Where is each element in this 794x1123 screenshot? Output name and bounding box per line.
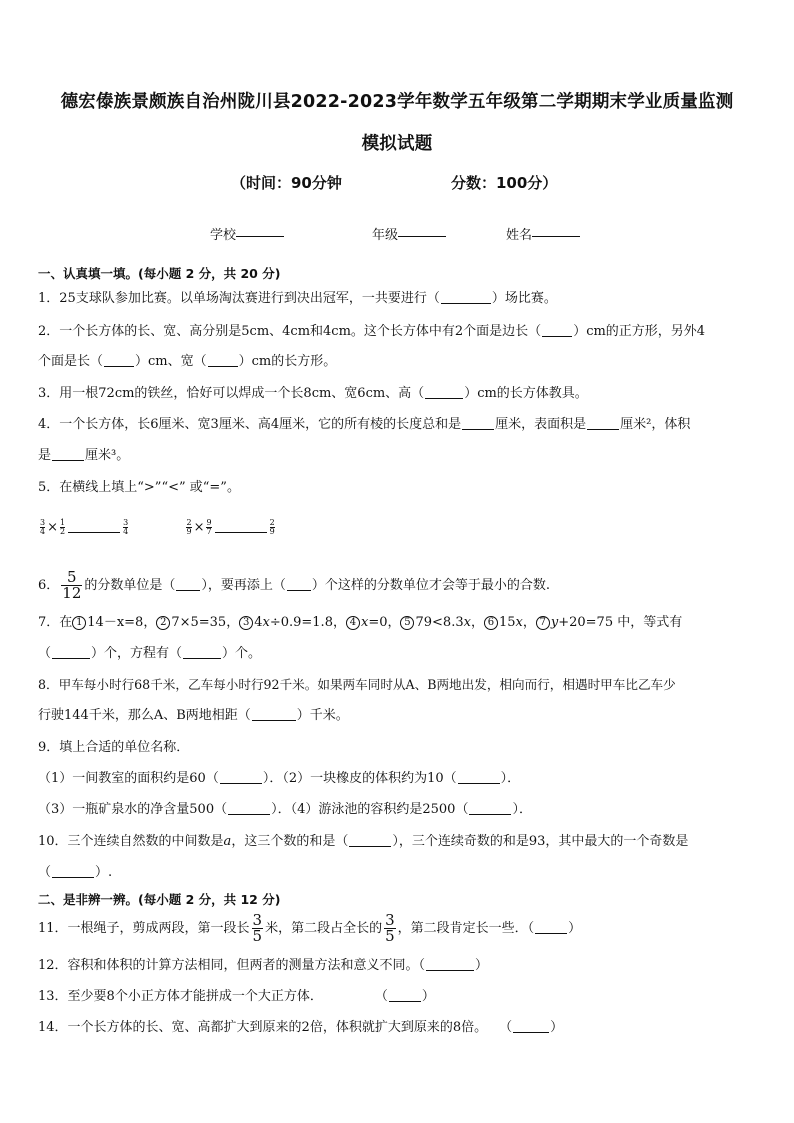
q14-text-a: 14．一个长方体的长、宽、高都扩大到原来的2倍，体积就扩大到原来的8倍。 bbox=[38, 1020, 488, 1035]
q11-fraction-2: $\frac{3}{5}$ bbox=[385, 911, 395, 945]
q3-blank[interactable] bbox=[425, 385, 463, 399]
q1-text-a: 1．25支球队参加比赛。以单场淘汰赛进行到决出冠军，一共要进行（ bbox=[38, 291, 440, 306]
q7-blank-2[interactable] bbox=[183, 645, 221, 659]
q13-blank[interactable] bbox=[389, 988, 421, 1002]
q5-e1-frac-2: $\frac{1}{2}$ bbox=[60, 518, 66, 536]
question-9-line2 bbox=[38, 794, 758, 825]
question-12 bbox=[38, 950, 758, 981]
q7-blank-1[interactable] bbox=[52, 645, 90, 659]
section-2-heading: 二、是非辨一辨。(每小题 2 分，共 12 分) bbox=[38, 892, 281, 907]
name-label: 姓名 bbox=[506, 228, 533, 243]
q9-text-1b: ）．（2）一块橡皮的体积约为10（ bbox=[262, 771, 457, 786]
q7-expr-7b: +20=75 中，等式有 bbox=[558, 615, 683, 630]
q3-text-b: ）cm的长方体教具。 bbox=[464, 386, 588, 401]
q11-blank[interactable] bbox=[535, 920, 567, 934]
q11-text-d: ） bbox=[568, 921, 582, 936]
q14-text-b: （ bbox=[499, 1020, 513, 1035]
question-10 bbox=[38, 826, 758, 857]
question-11 bbox=[38, 911, 758, 947]
q5-e2-frac-3: $\frac{2}{9}$ bbox=[269, 518, 275, 536]
q2-text-a: 2．一个长方体的长、宽、高分别是5cm、4cm和4cm。这个长方体中有2个面是边长（ bbox=[38, 324, 542, 339]
name-field bbox=[506, 224, 532, 243]
question-14 bbox=[38, 1012, 758, 1043]
q11-text-a: 11．一根绳子，剪成两段，第一段长 bbox=[38, 921, 250, 936]
q9-text-1a: （1）一间教室的面积约是60（ bbox=[38, 771, 219, 786]
q9-blank-2[interactable] bbox=[458, 770, 500, 784]
exam-title-line1: 德宏傣族景颇族自治州陇川县2022-2023学年数学五年级第二学期期末学业质量监测 bbox=[60, 92, 734, 112]
q4-text-d: 是 bbox=[38, 448, 52, 463]
q7-expr-2: 7×5=35， bbox=[171, 615, 240, 630]
q7-index-5: 5 bbox=[400, 616, 414, 630]
question-4 bbox=[38, 409, 758, 440]
q7-expr-3b: ÷0.9=1.8， bbox=[269, 615, 346, 630]
question-5: 5．在横线上填上“>”“<” 或“=”。 bbox=[38, 480, 240, 495]
question-9: 9．填上合适的单位名称． bbox=[38, 740, 190, 755]
q5-expr-2 bbox=[184, 520, 276, 535]
score-info: 分数：100分） bbox=[451, 174, 558, 192]
q4-blank-1[interactable] bbox=[462, 416, 494, 430]
q9-text-2c: ）． bbox=[512, 802, 532, 817]
question-8-cont bbox=[38, 700, 758, 731]
q7-expr-6a: 15 bbox=[498, 615, 516, 630]
question-2 bbox=[38, 316, 758, 347]
q7-expr-3-var: x bbox=[262, 615, 270, 630]
question-7-cont bbox=[38, 638, 758, 669]
q5-e1-frac-1: $\frac{3}{4}$ bbox=[40, 518, 46, 536]
q6-blank-2[interactable] bbox=[287, 577, 311, 591]
q5-e1-frac-3: $\frac{3}{4}$ bbox=[123, 518, 129, 536]
q10-var: a bbox=[223, 834, 232, 849]
q9-blank-1[interactable] bbox=[220, 770, 262, 784]
question-7 bbox=[38, 607, 758, 638]
q5-e1-op: × bbox=[47, 520, 58, 535]
q13-text-b: （ bbox=[374, 989, 388, 1004]
q8-text-c: ）千米。 bbox=[296, 708, 349, 723]
q13-text-c: ） bbox=[421, 989, 435, 1004]
q3-text-a: 3．用一根72cm的铁丝，恰好可以焊成一个长8cm、宽6cm、高（ bbox=[38, 386, 425, 401]
q14-blank[interactable] bbox=[513, 1019, 549, 1033]
q9-blank-4[interactable] bbox=[469, 801, 511, 815]
q7-index-4: 4 bbox=[346, 616, 360, 630]
grade-blank[interactable] bbox=[398, 224, 446, 237]
section-1-heading: 一、认真填一填。(每小题 2 分，共 20 分) bbox=[38, 266, 281, 281]
q5-e2-frac-2: $\frac{9}{7}$ bbox=[206, 518, 212, 536]
q4-text-b: 厘米，表面积是 bbox=[495, 417, 587, 432]
question-4-cont bbox=[38, 440, 758, 471]
q6-text-d: ）个这样的分数单位才会等于最小的合数. bbox=[311, 578, 551, 593]
q9-blank-3[interactable] bbox=[228, 801, 270, 815]
q12-text-b: ） bbox=[475, 958, 489, 973]
q4-text-c: 厘米²，体积 bbox=[620, 417, 691, 432]
q2-blank-1[interactable] bbox=[542, 323, 572, 337]
question-13 bbox=[38, 981, 758, 1012]
q10-text-e: ）. bbox=[95, 865, 113, 880]
q7-expr-7-var: y bbox=[550, 615, 559, 630]
q5-e2-op: × bbox=[193, 520, 205, 535]
q7-expr-4b: =0， bbox=[368, 615, 401, 630]
q2-blank-3[interactable] bbox=[208, 353, 238, 367]
q10-blank-2[interactable] bbox=[52, 864, 94, 878]
q5-e2-frac-1: $\frac{2}{9}$ bbox=[186, 518, 192, 536]
q2-text-c: 个面是长（ bbox=[38, 354, 104, 369]
q12-blank[interactable] bbox=[426, 957, 474, 971]
q2-text-e: ）cm的长方形。 bbox=[238, 354, 337, 369]
q6-blank-1[interactable] bbox=[176, 577, 200, 591]
q7-index-3: 3 bbox=[239, 616, 253, 630]
q6-text-a: 6． bbox=[38, 578, 60, 593]
q10-blank-1[interactable] bbox=[349, 833, 391, 847]
q2-blank-2[interactable] bbox=[104, 353, 134, 367]
q7-text-a: 7．在 bbox=[38, 615, 73, 630]
q10-text-b: ，这三个数的和是（ bbox=[231, 834, 349, 849]
q12-text-a: 12．容积和体积的计算方法相同，但两者的测量方法和意义不同。（ bbox=[38, 958, 426, 973]
question-10-cont bbox=[38, 857, 758, 888]
q10-text-d: （ bbox=[38, 865, 52, 880]
question-9-line1 bbox=[38, 763, 758, 794]
q7-expr-3a: 4 bbox=[254, 615, 263, 630]
question-5-exprs bbox=[38, 518, 758, 538]
q11-text-b: 米，第二段占全长的 bbox=[265, 921, 383, 936]
q7-expr-5b: ， bbox=[470, 615, 484, 630]
q7-index-2: 2 bbox=[156, 616, 170, 630]
q5-e1-blank[interactable] bbox=[68, 519, 120, 533]
q9-text-2b: ）．（4）游泳池的容积约是2500（ bbox=[271, 802, 469, 817]
q6-fraction: $\frac{5}{12}$ bbox=[62, 568, 82, 602]
q8-blank[interactable] bbox=[252, 707, 296, 721]
name-blank[interactable] bbox=[532, 224, 580, 237]
school-label: 学校 bbox=[210, 228, 237, 243]
q4-text-e: 厘米³。 bbox=[85, 448, 130, 463]
q10-text-a: 10．三个连续自然数的中间数是 bbox=[38, 834, 224, 849]
q7-text-d: ）个，方程有（ bbox=[91, 646, 183, 661]
grade-label: 年级 bbox=[372, 228, 399, 243]
q7-index-6: 6 bbox=[484, 616, 498, 630]
q7-index-7: 7 bbox=[536, 616, 550, 630]
school-blank[interactable] bbox=[236, 224, 284, 237]
grade-field bbox=[372, 224, 398, 243]
question-2-cont bbox=[38, 346, 758, 377]
q5-expr-1 bbox=[38, 520, 134, 535]
exam-title-line2: 模拟试题 bbox=[361, 134, 433, 154]
q9-text-2a: （3）一瓶矿泉水的净含量500（ bbox=[38, 802, 228, 817]
q7-index-1: 1 bbox=[72, 616, 86, 630]
q6-text-b: 的分数单位是（ bbox=[84, 578, 176, 593]
q4-text-a: 4．一个长方体，长6厘米、宽3厘米、高4厘米，它的所有棱的长度总和是 bbox=[38, 417, 462, 432]
q5-e2-blank[interactable] bbox=[215, 519, 267, 533]
q7-expr-6b: ， bbox=[522, 615, 536, 630]
q7-expr-6-var: x bbox=[515, 615, 523, 630]
q14-text-c: ） bbox=[550, 1020, 564, 1035]
q7-expr-5a: 79<8.3 bbox=[415, 615, 464, 630]
q7-text-e: ）个。 bbox=[222, 646, 262, 661]
q7-expr-4-var: x bbox=[360, 615, 369, 630]
q2-text-b: ）cm的正方形，另外4 bbox=[573, 324, 706, 339]
question-3 bbox=[38, 378, 758, 409]
q4-blank-3[interactable] bbox=[52, 447, 84, 461]
q13-text-a: 13．至少要8个小正方体才能拼成一个大正方体． bbox=[38, 989, 323, 1004]
time-info: （时间：90分钟 bbox=[231, 174, 342, 192]
q4-blank-2[interactable] bbox=[587, 416, 619, 430]
q8-text-b: 行驶144千米，那么A、B两地相距（ bbox=[38, 708, 251, 723]
question-8: 8．甲车每小时行68千米，乙车每小时行92千米。如果两车同时从A、B两地出发，相向而行，相遇时甲车比乙车少 bbox=[38, 677, 676, 692]
question-1 bbox=[38, 283, 758, 314]
q10-text-c: ），三个连续奇数的和是93，其中最大的一个奇数是 bbox=[392, 834, 689, 849]
q7-text-c: （ bbox=[38, 646, 52, 661]
q7-expr-1: 14－x=8， bbox=[87, 615, 157, 630]
q1-blank[interactable] bbox=[441, 290, 491, 304]
question-6 bbox=[38, 568, 758, 604]
q2-text-d: ）cm、宽（ bbox=[135, 354, 207, 369]
q11-text-c: ，第二段肯定长一些．（ bbox=[397, 921, 535, 936]
q6-text-c: ），要再添上（ bbox=[201, 578, 286, 593]
q11-fraction-1: $\frac{3}{5}$ bbox=[252, 911, 263, 945]
q9-text-1c: ）． bbox=[500, 771, 521, 786]
q7-expr-5-var: x bbox=[463, 615, 471, 630]
school-field bbox=[210, 224, 236, 243]
q1-text-b: ）场比赛。 bbox=[491, 291, 557, 306]
